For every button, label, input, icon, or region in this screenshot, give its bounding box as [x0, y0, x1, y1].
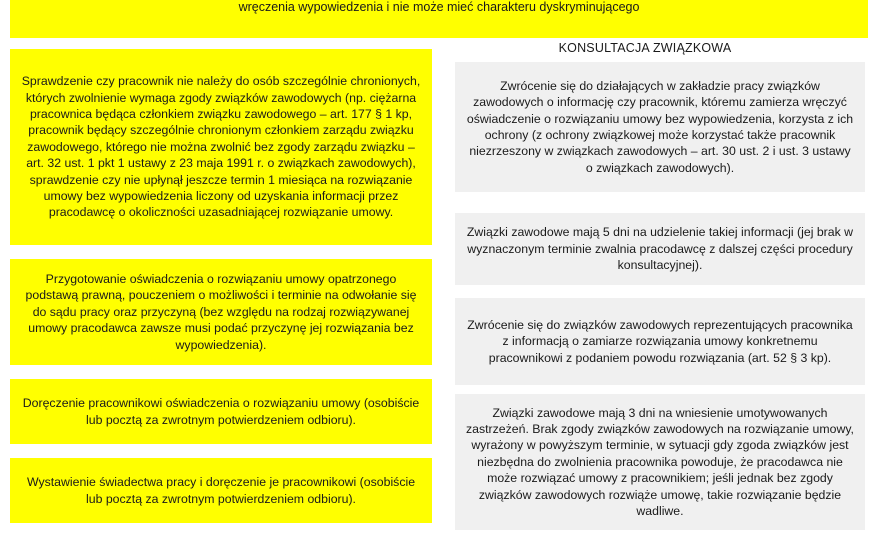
left-step-3-text: Doręczenie pracownikowi oświadczenia o rozwiązaniu umowy (osobiście lub pocztą za zwrotnym potwierdzeniem odbioru).: [22, 396, 420, 427]
right-step-4: [455, 394, 865, 530]
right-step-1: [455, 62, 865, 192]
left-step-1-text: Sprawdzenie czy pracownik nie należy do osób szczególnie chronionych, których zwolnienie wymaga zgody związków zawodowych (np. ciężarna pracownica będąca członkiem związku zawodowego – art. 177 § 1 kp, pracownik będący szczególnie chronionym członkiem zarządu związku zawodowego, którego nie można zwolnić bez zgody zarządu związku – art. 32 ust. 1 pkt 1 ustawy z 23 maja 1991 r. o związkach zawodowych), sprawdzenie czy nie upłynął jeszcze termin 1 miesiąca na rozwiązanie umowy bez wypowiedzenia liczony od uzyskania informacji przez pracodawcę o okoliczności uzasadniającej rozwiązanie umowy.: [21, 74, 421, 220]
right-step-1-text: Zwrócenie się do działających w zakładzie pracy związków zawodowych o informację czy pracownik, któremu zamierza wręczyć oświadczenie o rozwiązaniu umowy bez wypowiedzenia, korzysta z ich ochrony (z ochrony związkowej może korzystać także pracownik niezrzeszony w związkach zawodowych – art. 30 ust. 2 i ust. 3 ustawy o związkach zawodowych).: [466, 78, 854, 175]
right-step-3: [455, 298, 865, 385]
right-step-3-text: Zwrócenie się do związków zawodowych reprezentujących pracownika z informacją o zamiarze rozwiązania umowy konkretnemu pracownikowi z podaniem powodu rozwiązania (art. 52 § 3 kp).: [467, 317, 853, 365]
left-step-4: [10, 458, 432, 523]
right-step-2-text: Związki zawodowe mają 5 dni na udzielenie takiej informacji (jej brak w wyznaczonym terminie zwalnia pracodawcę z dalszej części procedury konsultacyjnej).: [466, 225, 854, 273]
top-banner-text: wręczenia wypowiedzenia i nie może mieć charakteru dyskryminującego: [238, 0, 640, 14]
right-step-4-text: Związki zawodowe mają 3 dni na wniesienie umotywowanych zastrzeżeń. Brak zgody związków zawodowych na rozwiązanie umowy, wyrażony w powyższym terminie, w sytuacji gdy zgoda związków jest niezbędna do zwolnienia pracownika powoduje, że pracodawca nie może rozwiązać umowy z pracownikiem; jeśli jednak bez zgody związków zawodowych rozwiąże umowę, takie rozwiązanie będzie wadliwe.: [466, 405, 854, 519]
top-banner: [10, 0, 868, 38]
left-step-4-text: Wystawienie świadectwa pracy i doręczenie je pracownikowi (osobiście lub pocztą za zwrotnym potwierdzeniem odbioru).: [26, 475, 416, 506]
left-step-3: [10, 379, 432, 444]
left-step-1: [10, 49, 432, 245]
left-step-2-text: Przygotowanie oświadczenia o rozwiązaniu umowy opatrzonego podstawą prawną, pouczeniem o możliwości i terminie na odwołanie się do sądu pracy oraz przyczyną (bez względu na rodzaj rozwiązywanej umowy pracodawca zawsze musi podać przyczynę jej rozwiązania bez wypowiedzenia).: [25, 271, 417, 352]
consultation-header: KONSULTACJA ZWIĄZKOWA: [558, 41, 732, 55]
right-step-2: [455, 213, 865, 285]
left-step-2: [10, 259, 432, 365]
